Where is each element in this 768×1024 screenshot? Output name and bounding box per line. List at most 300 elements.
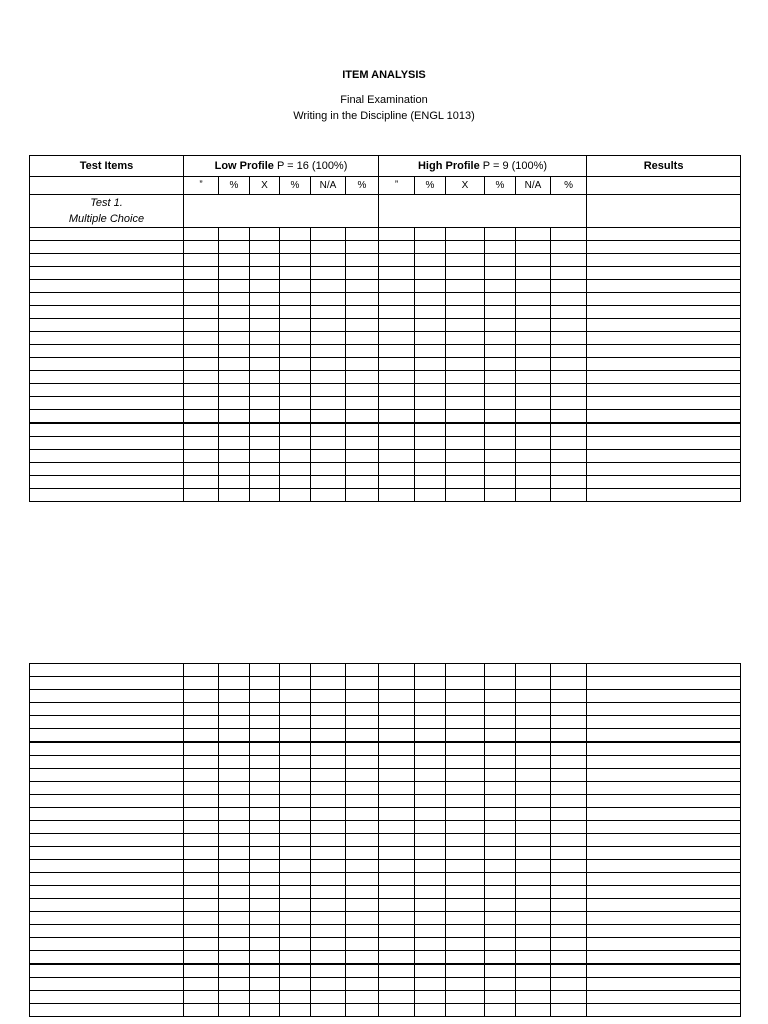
table-cell: [280, 808, 311, 821]
table-cell: [219, 437, 250, 450]
table-cell: [379, 463, 415, 476]
table-cell: [219, 476, 250, 489]
table-cell: [551, 358, 587, 371]
table-cell: [30, 677, 184, 690]
table-cell: [551, 821, 587, 834]
table-cell: [184, 410, 219, 424]
table-cell: [516, 267, 551, 280]
test-number: Test 1.: [90, 197, 123, 209]
table-cell: [184, 925, 219, 938]
table-cell: [346, 716, 379, 729]
table-cell: [415, 228, 446, 241]
table-cell: [516, 769, 551, 782]
table-row: [30, 423, 741, 437]
table-cell: [551, 873, 587, 886]
table-cell: [446, 703, 485, 716]
table-cell: [587, 756, 741, 769]
table-cell: [551, 254, 587, 267]
high-check-percent-header: %: [415, 177, 446, 195]
table-cell: [485, 358, 516, 371]
table-cell: [415, 664, 446, 677]
table-cell: [446, 938, 485, 951]
table-cell: [30, 267, 184, 280]
table-cell: [250, 423, 280, 437]
table-cell: [219, 991, 250, 1004]
table-cell: [184, 664, 219, 677]
table-cell: [280, 925, 311, 938]
table-cell: [587, 476, 741, 489]
table-cell: [379, 319, 415, 332]
table-cell: [346, 332, 379, 345]
table-cell: [219, 703, 250, 716]
table-cell: [415, 912, 446, 925]
table-cell: [311, 978, 346, 991]
table-cell: [346, 860, 379, 873]
table-cell: [219, 345, 250, 358]
table-cell: [446, 690, 485, 703]
table-cell: [184, 912, 219, 925]
table-cell: [30, 254, 184, 267]
table-cell: [346, 912, 379, 925]
table-cell: [485, 925, 516, 938]
table-cell: [551, 834, 587, 847]
table-cell: [219, 280, 250, 293]
table-cell: [184, 690, 219, 703]
table-cell: [184, 450, 219, 463]
table-cell: [587, 345, 741, 358]
table-cell: [311, 782, 346, 795]
table-cell: [446, 280, 485, 293]
table-cell: [379, 925, 415, 938]
table-cell: [415, 677, 446, 690]
table-cell: [250, 821, 280, 834]
table-cell: [311, 463, 346, 476]
table-row: [30, 450, 741, 463]
table-cell: [415, 241, 446, 254]
table-cell: [311, 769, 346, 782]
table-cell: [184, 769, 219, 782]
table-cell: [516, 991, 551, 1004]
table-row: [30, 912, 741, 925]
table-row: [30, 267, 741, 280]
subheader-empty: [30, 177, 184, 195]
table-cell: [311, 847, 346, 860]
table-cell: [280, 254, 311, 267]
table-cell: [485, 834, 516, 847]
table-cell: [250, 834, 280, 847]
table-cell: [184, 332, 219, 345]
table-cell: [346, 938, 379, 951]
table-cell: [379, 951, 415, 965]
table-cell: [379, 306, 415, 319]
table-cell: [250, 860, 280, 873]
table-cell: [446, 463, 485, 476]
table-cell: [184, 782, 219, 795]
table-cell: [184, 423, 219, 437]
table-cell: [446, 834, 485, 847]
table-cell: [280, 410, 311, 424]
table-cell: [446, 808, 485, 821]
table-cell: [587, 267, 741, 280]
table-cell: [551, 742, 587, 756]
table-cell: [587, 964, 741, 978]
table-cell: [485, 912, 516, 925]
table-cell: [516, 808, 551, 821]
table-row: [30, 437, 741, 450]
table-row: [30, 795, 741, 808]
table-cell: [587, 795, 741, 808]
table-cell: [30, 991, 184, 1004]
table-cell: [516, 228, 551, 241]
table-cell: [311, 912, 346, 925]
table-cell: [587, 951, 741, 965]
table-cell: [516, 476, 551, 489]
table-cell: [219, 782, 250, 795]
table-cell: [551, 729, 587, 743]
table-cell: [219, 690, 250, 703]
table-cell: [516, 925, 551, 938]
table-cell: [311, 951, 346, 965]
table-cell: [311, 397, 346, 410]
table-cell: [551, 769, 587, 782]
table-cell: [446, 769, 485, 782]
table-cell: [446, 899, 485, 912]
table-cell: [30, 664, 184, 677]
table-cell: [516, 371, 551, 384]
table-cell: [551, 384, 587, 397]
table-cell: [587, 873, 741, 886]
table-cell: [250, 847, 280, 860]
table-cell: [30, 834, 184, 847]
table-cell: [379, 345, 415, 358]
table-cell: [346, 873, 379, 886]
table-cell: [587, 228, 741, 241]
table-row: [30, 886, 741, 899]
low-na-header: N/A: [311, 177, 346, 195]
table-cell: [346, 729, 379, 743]
table-cell: [346, 1004, 379, 1017]
table-cell: [311, 964, 346, 978]
table-cell: [516, 795, 551, 808]
table-cell: [587, 1004, 741, 1017]
table-cell: [250, 716, 280, 729]
table-cell: [30, 345, 184, 358]
table-cell: [250, 703, 280, 716]
table-cell: [184, 267, 219, 280]
table-cell: [346, 703, 379, 716]
table-cell: [379, 397, 415, 410]
table-cell: [30, 423, 184, 437]
table-cell: [551, 690, 587, 703]
table-cell: [346, 742, 379, 756]
table-cell: [280, 899, 311, 912]
table-cell: [311, 834, 346, 847]
table-row: [30, 1004, 741, 1017]
table-cell: [587, 847, 741, 860]
table-cell: [219, 808, 250, 821]
table-subheader-row: [30, 177, 741, 195]
table-cell: [184, 938, 219, 951]
table-cell: [551, 703, 587, 716]
table-cell: [184, 834, 219, 847]
table-cell: [516, 729, 551, 743]
table-cell: [551, 925, 587, 938]
table-cell: [551, 964, 587, 978]
table-cell: [415, 873, 446, 886]
table-row: [30, 476, 741, 489]
table-cell: [551, 677, 587, 690]
table-cell: [446, 267, 485, 280]
table-cell: [415, 410, 446, 424]
table-row: [30, 964, 741, 978]
table-cell: [415, 463, 446, 476]
table-row: [30, 860, 741, 873]
table-cell: [184, 254, 219, 267]
table-cell: [30, 280, 184, 293]
table-cell: [551, 241, 587, 254]
table-cell: [551, 782, 587, 795]
table-cell: [346, 254, 379, 267]
header-high-profile: [379, 156, 587, 177]
table-cell: [379, 873, 415, 886]
table-cell: [250, 384, 280, 397]
table-cell: [250, 991, 280, 1004]
table-cell: [379, 358, 415, 371]
table-cell: [446, 437, 485, 450]
table-cell: [250, 899, 280, 912]
table-cell: [415, 254, 446, 267]
table-cell: [379, 371, 415, 384]
table-cell: [379, 782, 415, 795]
table-cell: [250, 795, 280, 808]
results-section-cell: [587, 195, 741, 228]
table-row: [30, 293, 741, 306]
table-cell: [311, 821, 346, 834]
table-cell: [485, 241, 516, 254]
table-cell: [485, 476, 516, 489]
table-cell: [219, 873, 250, 886]
table-cell: [346, 476, 379, 489]
table-cell: [516, 677, 551, 690]
table-cell: [346, 463, 379, 476]
table-cell: [346, 450, 379, 463]
table-cell: [184, 476, 219, 489]
table-cell: [379, 795, 415, 808]
table-cell: [446, 795, 485, 808]
table-cell: [346, 437, 379, 450]
table-cell: [184, 847, 219, 860]
table-cell: [516, 254, 551, 267]
table-cell: [30, 476, 184, 489]
table-cell: [30, 756, 184, 769]
table-row: [30, 254, 741, 267]
table-cell: [250, 306, 280, 319]
table-cell: [219, 951, 250, 965]
table-cell: [280, 834, 311, 847]
table-cell: [485, 873, 516, 886]
table-row: [30, 769, 741, 782]
table-cell: [346, 410, 379, 424]
table-cell: [30, 384, 184, 397]
table-cell: [516, 1004, 551, 1017]
table-cell: [415, 371, 446, 384]
table-cell: [184, 306, 219, 319]
table-cell: [30, 437, 184, 450]
table-cell: [219, 964, 250, 978]
table-cell: [516, 742, 551, 756]
high-profile-detail: P = 9 (100%): [482, 160, 548, 172]
test-section-row: [30, 195, 741, 228]
table-cell: [415, 756, 446, 769]
table-cell: [219, 847, 250, 860]
table-cell: [551, 267, 587, 280]
table-cell: [30, 397, 184, 410]
test-section-label: [30, 195, 184, 228]
table-cell: [311, 703, 346, 716]
table-cell: [346, 267, 379, 280]
table-row: [30, 228, 741, 241]
table-cell: [485, 371, 516, 384]
table-cell: [551, 756, 587, 769]
table-cell: [280, 319, 311, 332]
table-cell: [516, 410, 551, 424]
table-cell: [30, 358, 184, 371]
table-cell: [379, 912, 415, 925]
table-cell: [250, 742, 280, 756]
table-cell: [280, 358, 311, 371]
table-cell: [219, 450, 250, 463]
table-cell: [280, 228, 311, 241]
table-cell: [280, 756, 311, 769]
table-cell: [30, 951, 184, 965]
table-cell: [184, 703, 219, 716]
table-cell: [551, 912, 587, 925]
table-row: [30, 489, 741, 502]
table-cell: [587, 742, 741, 756]
table-cell: [184, 899, 219, 912]
table-cell: [30, 241, 184, 254]
table-cell: [485, 319, 516, 332]
table-cell: [184, 991, 219, 1004]
table-cell: [280, 476, 311, 489]
table-cell: [551, 280, 587, 293]
table-cell: [415, 397, 446, 410]
table-cell: [379, 267, 415, 280]
table-cell: [184, 716, 219, 729]
table-cell: [516, 978, 551, 991]
table-cell: [379, 808, 415, 821]
table-cell: [219, 860, 250, 873]
table-row: [30, 319, 741, 332]
table-cell: [446, 821, 485, 834]
table-cell: [219, 489, 250, 502]
table-cell: [379, 1004, 415, 1017]
table-cell: [485, 964, 516, 978]
table-cell: [485, 886, 516, 899]
table-cell: [30, 769, 184, 782]
table-cell: [311, 899, 346, 912]
table-cell: [446, 423, 485, 437]
table-cell: [587, 293, 741, 306]
table-cell: [415, 437, 446, 450]
table-cell: [184, 978, 219, 991]
table-cell: [415, 886, 446, 899]
table-cell: [551, 450, 587, 463]
table-cell: [219, 795, 250, 808]
table-cell: [184, 821, 219, 834]
table-cell: [379, 476, 415, 489]
table-cell: [250, 808, 280, 821]
table-cell: [446, 410, 485, 424]
table-cell: [219, 834, 250, 847]
table-cell: [415, 964, 446, 978]
table-cell: [346, 847, 379, 860]
table-cell: [587, 716, 741, 729]
table-cell: [219, 463, 250, 476]
table-cell: [250, 964, 280, 978]
table-cell: [446, 782, 485, 795]
table-cell: [311, 384, 346, 397]
table-cell: [346, 690, 379, 703]
table-cell: [311, 664, 346, 677]
table-cell: [415, 847, 446, 860]
table-cell: [379, 769, 415, 782]
table-cell: [346, 384, 379, 397]
table-cell: [551, 371, 587, 384]
table-cell: [30, 690, 184, 703]
table-row: [30, 756, 741, 769]
high-na-header: N/A: [516, 177, 551, 195]
table-cell: [311, 991, 346, 1004]
table-row: [30, 241, 741, 254]
table-cell: [311, 860, 346, 873]
table-cell: [346, 951, 379, 965]
high-check-header: ˮ: [379, 177, 415, 195]
table-cell: [379, 742, 415, 756]
table-cell: [516, 423, 551, 437]
table-cell: [184, 742, 219, 756]
table-cell: [587, 690, 741, 703]
table-cell: [516, 964, 551, 978]
table-cell: [415, 978, 446, 991]
table-cell: [30, 319, 184, 332]
table-cell: [516, 756, 551, 769]
table-cell: [346, 228, 379, 241]
table-cell: [250, 925, 280, 938]
table-cell: [30, 332, 184, 345]
table-cell: [311, 690, 346, 703]
table-cell: [587, 371, 741, 384]
table-cell: [551, 899, 587, 912]
table-cell: [219, 241, 250, 254]
table-cell: [415, 821, 446, 834]
table-cell: [311, 938, 346, 951]
table-cell: [379, 293, 415, 306]
table-cell: [516, 280, 551, 293]
table-cell: [587, 410, 741, 424]
table-cell: [280, 423, 311, 437]
test-type: Multiple Choice: [68, 213, 145, 225]
table-cell: [346, 664, 379, 677]
table-cell: [516, 358, 551, 371]
table-cell: [485, 951, 516, 965]
table-cell: [30, 860, 184, 873]
table-cell: [516, 332, 551, 345]
table-cell: [446, 742, 485, 756]
table-cell: [587, 912, 741, 925]
table-cell: [415, 450, 446, 463]
table-cell: [311, 319, 346, 332]
